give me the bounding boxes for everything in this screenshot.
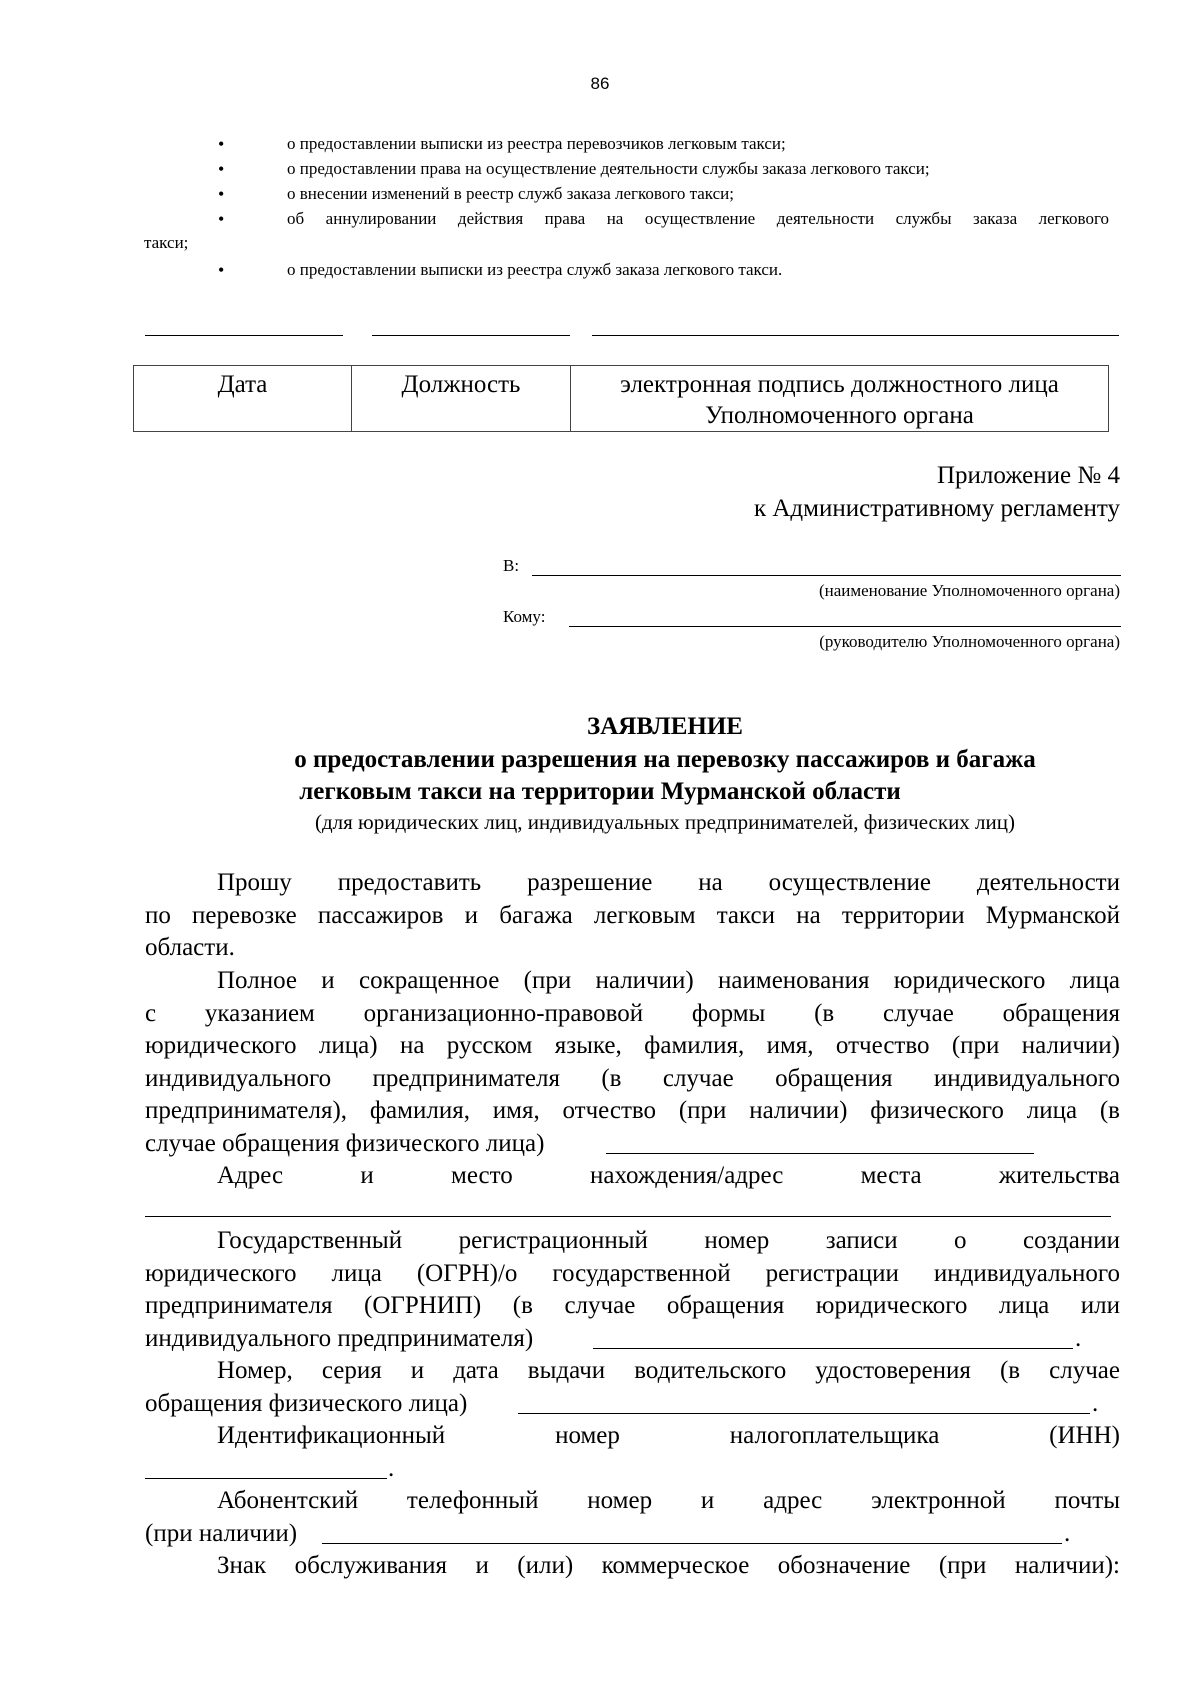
- position-blank-line: [372, 335, 570, 336]
- inn-paragraph-line-1: Идентификационный номер налогоплательщика (ИНН): [217, 1422, 1120, 1449]
- ogrn-paragraph-line-2: юридического лица (ОГРН)/о государственной регистрации индивидуального: [145, 1260, 1120, 1287]
- appendix-number: Приложение № 4: [936, 462, 1120, 489]
- date-cell: Дата: [134, 366, 352, 432]
- appendix-reference: к Административному регламенту: [753, 495, 1120, 522]
- address-blank-line: [145, 1216, 1111, 1217]
- ogrn-blank-line: [593, 1348, 1073, 1349]
- list-item: [0, 157, 1200, 181]
- to-hint: (наименование Уполномоченного органа): [818, 581, 1120, 600]
- document-subtitle: (для юридических лиц, индивидуальных предпринимателей, физических лиц): [314, 810, 1016, 834]
- signature-line-2: Уполномоченного органа: [705, 402, 974, 429]
- bullet-icon: •: [218, 260, 225, 280]
- inn-period: .: [388, 1455, 395, 1482]
- name-paragraph-line-6: случае обращения физического лица): [145, 1130, 545, 1157]
- address-paragraph-line-1: Адрес и место нахождения/адрес места жительства: [217, 1162, 1120, 1189]
- contact-paragraph-line-2: (при наличии): [145, 1520, 298, 1547]
- name-paragraph-line-5: предпринимателя), фамилия, имя, отчество (при наличии) физического лица (в: [145, 1097, 1120, 1124]
- list-item: [0, 182, 1200, 206]
- document-heading: ЗАЯВЛЕНИЕ: [587, 713, 743, 740]
- list-item-text: о предоставлении выписки из реестра служб заказа легкового такси.: [287, 260, 783, 279]
- trademark-paragraph-line-1: Знак обслуживания и (или) коммерческое обозначение (при наличии):: [217, 1552, 1120, 1579]
- list-item-text: об аннулировании действия права на осуществление деятельности службы заказа легкового: [287, 209, 1109, 228]
- list-item: [0, 132, 1200, 156]
- signature-cell: [571, 366, 1109, 432]
- position-cell: Должность: [352, 366, 571, 432]
- contact-blank-line: [322, 1543, 1062, 1544]
- name-paragraph-line-2: с указанием организационно-правовой формы (в случае обращения: [145, 1000, 1120, 1027]
- ogrn-period: .: [1075, 1325, 1082, 1352]
- license-blank-line: [518, 1413, 1090, 1414]
- bullet-icon: •: [218, 184, 225, 204]
- date-blank-line: [145, 335, 343, 336]
- paragraph-request-line-1: Прошу предоставить разрешение на осуществление деятельности: [217, 869, 1120, 896]
- signature-blank-line: [592, 335, 1119, 336]
- list-item: [0, 207, 1200, 231]
- whom-label: Кому:: [503, 607, 546, 626]
- list-item-continuation: такси;: [144, 233, 189, 252]
- list-item-text: о предоставлении права на осуществление деятельности службы заказа легкового такси;: [287, 159, 930, 178]
- name-blank-line: [606, 1153, 1034, 1154]
- name-paragraph-line-3: юридического лица) на русском языке, фамилия, имя, отчество (при наличии): [145, 1032, 1120, 1059]
- document-title-line-2: легковым такси на территории Мурманской области: [299, 778, 901, 805]
- document-title-line-1: о предоставлении разрешения на перевозку пассажиров и багажа: [294, 746, 1036, 773]
- page-number: 86: [590, 74, 610, 93]
- license-period: .: [1092, 1390, 1099, 1417]
- to-label: В:: [503, 556, 520, 575]
- license-paragraph-line-2: обращения физического лица): [145, 1390, 468, 1417]
- paragraph-request-line-3: области.: [145, 934, 235, 961]
- ogrn-paragraph-line-4: индивидуального предпринимателя): [145, 1325, 534, 1352]
- bullet-icon: •: [218, 134, 225, 154]
- to-blank-line: [532, 575, 1121, 576]
- signature-line-1: электронная подпись должностного лица: [620, 371, 1059, 398]
- signature-table: [133, 365, 1109, 432]
- list-item-text: о предоставлении выписки из реестра перевозчиков легковым такси;: [287, 134, 786, 153]
- inn-blank-line: [145, 1478, 387, 1479]
- whom-hint: (руководителю Уполномоченного органа): [819, 632, 1120, 651]
- paragraph-request-line-2: по перевозке пассажиров и багажа легковым такси на территории Мурманской: [145, 902, 1120, 929]
- ogrn-paragraph-line-3: предпринимателя (ОГРНИП) (в случае обращения юридического лица или: [145, 1292, 1120, 1319]
- name-paragraph-line-1: Полное и сокращенное (при наличии) наименования юридического лица: [217, 967, 1120, 994]
- ogrn-paragraph-line-1: Государственный регистрационный номер записи о создании: [217, 1227, 1120, 1254]
- name-paragraph-line-4: индивидуального предпринимателя (в случае обращения индивидуального: [145, 1065, 1120, 1092]
- list-item-text: о внесении изменений в реестр служб заказа легкового такси;: [287, 184, 735, 203]
- contact-period: .: [1064, 1520, 1071, 1547]
- bullet-icon: •: [218, 159, 225, 179]
- list-item: [0, 258, 1200, 282]
- bullet-icon: •: [218, 209, 225, 229]
- contact-paragraph-line-1: Абонентский телефонный номер и адрес электронной почты: [217, 1487, 1120, 1514]
- whom-blank-line: [569, 626, 1121, 627]
- license-paragraph-line-1: Номер, серия и дата выдачи водительского удостоверения (в случае: [217, 1357, 1120, 1384]
